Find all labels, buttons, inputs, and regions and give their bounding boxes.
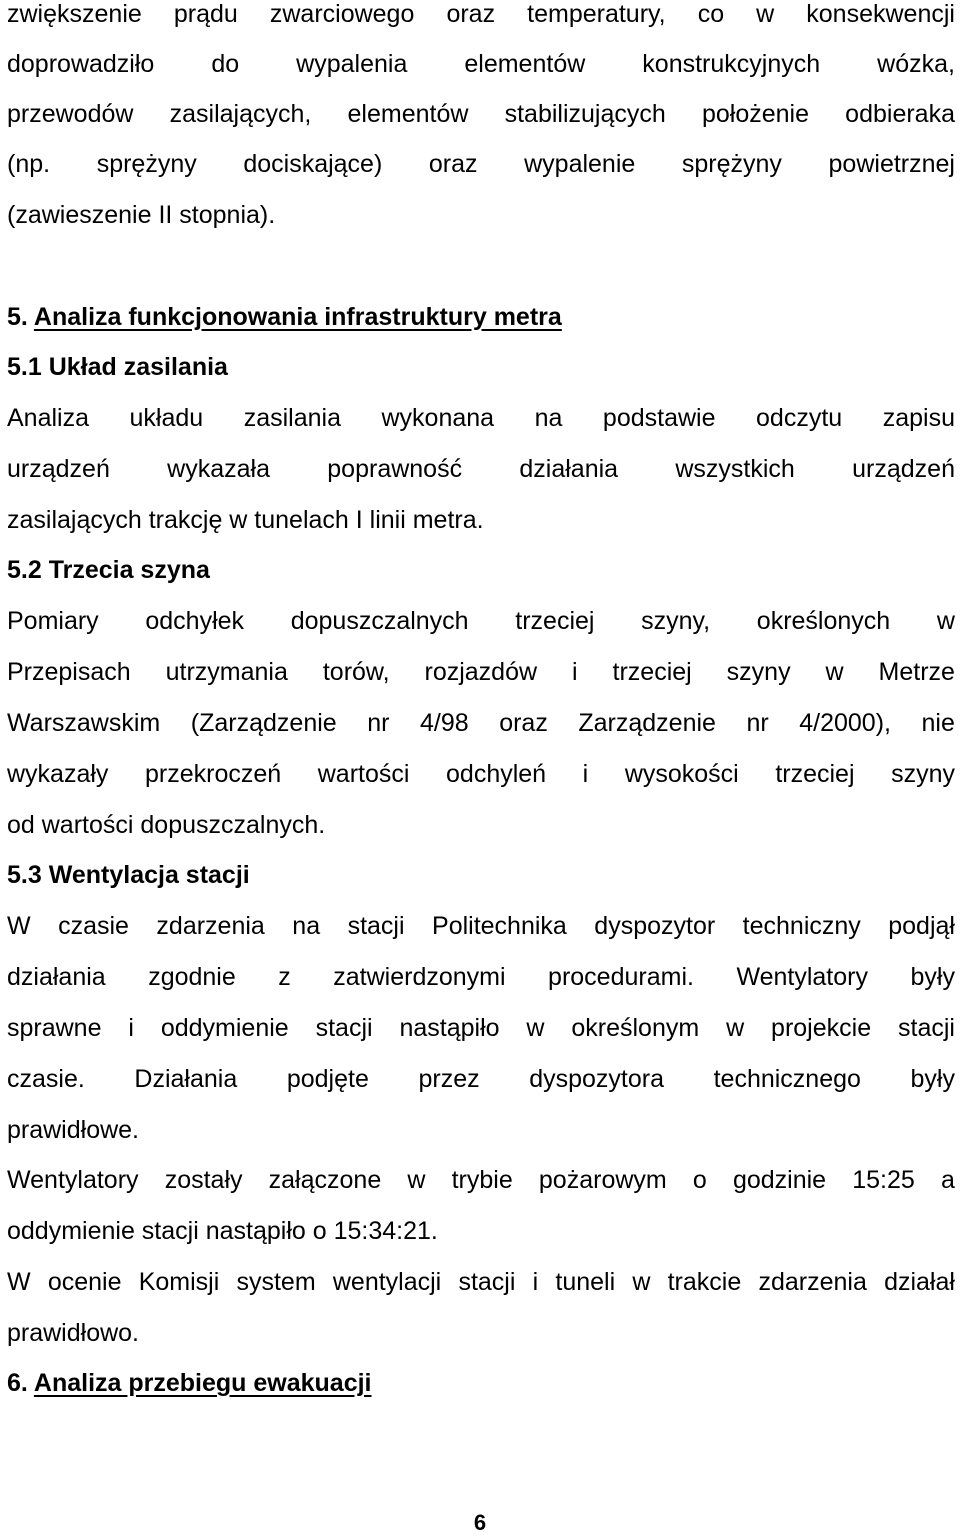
- section-number: 5.: [7, 303, 28, 331]
- word: tuneli: [555, 1268, 616, 1296]
- word: (np.: [7, 150, 51, 178]
- word: nr: [746, 709, 769, 737]
- word: (Zarządzenie: [190, 709, 337, 737]
- section-heading-5: [7, 302, 955, 332]
- section-title: Analiza funkcjonowania infrastruktury metra: [33, 303, 562, 331]
- word: trakcie: [667, 1268, 742, 1296]
- word: techniczny: [742, 912, 861, 940]
- word: szyny: [726, 658, 791, 686]
- word: o: [692, 1166, 707, 1194]
- word: i: [128, 1014, 134, 1042]
- word: stacji: [898, 1014, 955, 1042]
- word: w: [407, 1166, 426, 1194]
- word: 4/98: [419, 709, 469, 737]
- paragraph-line: [7, 454, 955, 484]
- word: wentylacji: [332, 1268, 442, 1296]
- word: stacji: [458, 1268, 516, 1296]
- word: technicznego: [713, 1065, 861, 1093]
- word: stacji: [347, 912, 405, 940]
- word: określonych: [756, 607, 891, 635]
- word: W: [7, 1268, 31, 1296]
- word: nie: [921, 709, 955, 737]
- word: i: [572, 658, 578, 686]
- word: co: [697, 0, 725, 28]
- word: zwarciowego: [269, 0, 415, 28]
- word: doprowadziło: [7, 50, 155, 78]
- word: w: [936, 607, 955, 635]
- paragraph-line: [7, 1267, 955, 1297]
- word: Pomiary: [7, 607, 99, 635]
- word: ocenie: [47, 1268, 122, 1296]
- paragraph-line: prawidłowo.: [7, 1319, 140, 1347]
- paragraph-line: [7, 708, 955, 738]
- paragraph-line: od wartości dopuszczalnych.: [7, 811, 326, 839]
- word: Komisji: [138, 1268, 220, 1296]
- word: Przepisach: [7, 658, 131, 686]
- word: przewodów: [7, 100, 134, 128]
- paragraph-line: [7, 49, 955, 79]
- paragraph-line: [7, 149, 955, 179]
- word: a: [940, 1166, 955, 1194]
- word: nr: [367, 709, 390, 737]
- word: 15:25: [852, 1166, 915, 1194]
- word: wykazała: [167, 455, 270, 483]
- section-title: Analiza przebiegu ewakuacji: [33, 1369, 372, 1397]
- subsection-heading-5-1: 5.1 Układ zasilania: [7, 353, 228, 381]
- paragraph-line: [7, 962, 955, 992]
- word: podjęte: [286, 1065, 369, 1093]
- word: sprężyny: [681, 150, 782, 178]
- word: podjął: [888, 912, 955, 940]
- word: procedurami.: [548, 963, 694, 991]
- word: w: [726, 1014, 745, 1042]
- paragraph-line: [7, 403, 955, 433]
- word: zasilania: [243, 404, 341, 432]
- word: sprawne: [7, 1014, 102, 1042]
- word: poprawność: [327, 455, 463, 483]
- subsection-heading-5-3: 5.3 Wentylacja stacji: [7, 861, 250, 889]
- word: pożarowym: [538, 1166, 667, 1194]
- section-heading-6: [7, 1368, 955, 1398]
- paragraph-line: [7, 0, 955, 29]
- subsection-heading-5-2: 5.2 Trzecia szyna: [7, 556, 210, 584]
- word: czasie.: [7, 1065, 85, 1093]
- word: były: [910, 963, 955, 991]
- word: rozjazdów: [424, 658, 538, 686]
- paragraph-line: (zawieszenie II stopnia).: [7, 201, 276, 229]
- word: na: [534, 404, 563, 432]
- word: zasilających,: [169, 100, 312, 128]
- word: temperatury,: [527, 0, 666, 28]
- word: zwiększenie: [7, 0, 142, 28]
- word: Działania: [134, 1065, 238, 1093]
- word: wszystkich: [675, 455, 795, 483]
- word: projekcie: [771, 1014, 872, 1042]
- paragraph-line: prawidłowe.: [7, 1116, 140, 1144]
- word: wykazały: [7, 760, 109, 788]
- paragraph-line: [7, 1064, 955, 1094]
- word: powietrznej: [828, 150, 955, 178]
- word: urządzeń: [7, 455, 110, 483]
- word: Metrze: [878, 658, 955, 686]
- word: podstawie: [602, 404, 716, 432]
- word: prądu: [173, 0, 238, 28]
- word: dyspozytora: [529, 1065, 664, 1093]
- word: zgodnie: [148, 963, 236, 991]
- word: wypalenia: [296, 50, 408, 78]
- word: w: [526, 1014, 545, 1042]
- word: określonym: [571, 1014, 700, 1042]
- paragraph-line: zasilających trakcję w tunelach I linii metra.: [7, 506, 484, 534]
- word: nastąpiło: [399, 1014, 500, 1042]
- word: oraz: [428, 150, 478, 178]
- paragraph-line: [7, 1013, 955, 1043]
- word: dopuszczalnych: [290, 607, 469, 635]
- word: elementów: [347, 100, 469, 128]
- word: W: [7, 912, 31, 940]
- word: trzeciej: [612, 658, 692, 686]
- word: wypalenie: [524, 150, 636, 178]
- word: system: [236, 1268, 316, 1296]
- word: zapisu: [882, 404, 955, 432]
- word: zatwierdzonymi: [333, 963, 506, 991]
- section-number: 6.: [7, 1369, 28, 1397]
- word: 4/2000),: [799, 709, 891, 737]
- paragraph-line: [7, 657, 955, 687]
- word: do: [211, 50, 240, 78]
- word: odchyleń: [446, 760, 547, 788]
- word: z: [278, 963, 291, 991]
- paragraph-line: [7, 606, 955, 636]
- word: oraz: [446, 0, 496, 28]
- word: i: [582, 760, 589, 788]
- word: wartości: [317, 760, 410, 788]
- word: wykonana: [381, 404, 495, 432]
- word: czasie: [58, 912, 129, 940]
- word: załączone: [268, 1166, 382, 1194]
- paragraph-line: [7, 759, 955, 789]
- word: dyspozytor: [594, 912, 716, 940]
- word: Wentylatory: [736, 963, 868, 991]
- word: Warszawskim: [7, 709, 161, 737]
- word: konstrukcyjnych: [642, 50, 821, 78]
- word: wysokości: [624, 760, 739, 788]
- word: odbieraka: [845, 100, 955, 128]
- word: przekroczeń: [145, 760, 282, 788]
- word: działania: [519, 455, 619, 483]
- word: trybie: [451, 1166, 513, 1194]
- word: zdarzenia: [156, 912, 265, 940]
- paragraph-line: oddymienie stacji nastąpiło o 15:34:21.: [7, 1217, 438, 1245]
- word: w: [825, 658, 844, 686]
- word: zdarzenia: [758, 1268, 867, 1296]
- word: odchyłek: [145, 607, 245, 635]
- word: oraz: [499, 709, 548, 737]
- word: Zarządzenie: [578, 709, 716, 737]
- word: stacji: [315, 1014, 373, 1042]
- word: utrzymania: [165, 658, 288, 686]
- word: konsekwencji: [806, 0, 955, 28]
- word: sprężyny: [96, 150, 197, 178]
- word: torów,: [322, 658, 390, 686]
- word: Analiza: [7, 404, 89, 432]
- word: trzeciej: [515, 607, 595, 635]
- word: położenie: [701, 100, 809, 128]
- word: na: [292, 912, 321, 940]
- word: w: [632, 1268, 651, 1296]
- paragraph-line: [7, 99, 955, 129]
- word: godzinie: [732, 1166, 827, 1194]
- word: trzeciej: [775, 760, 855, 788]
- word: urządzeń: [852, 455, 955, 483]
- paragraph-line: [7, 911, 955, 941]
- word: wózka,: [877, 50, 955, 78]
- word: odczytu: [756, 404, 843, 432]
- word: dociskające): [243, 150, 383, 178]
- word: stabilizujących: [504, 100, 666, 128]
- word: działania: [7, 963, 106, 991]
- word: oddymienie: [160, 1014, 289, 1042]
- word: układu: [129, 404, 204, 432]
- page-number: 6: [473, 1510, 487, 1535]
- word: były: [910, 1065, 955, 1093]
- word: i: [532, 1268, 539, 1296]
- word: w: [756, 0, 775, 28]
- word: Politechnika: [432, 912, 567, 940]
- word: szyny: [891, 760, 955, 788]
- word: Wentylatory: [7, 1166, 139, 1194]
- paragraph-line: [7, 1165, 955, 1195]
- word: elementów: [464, 50, 586, 78]
- word: przez: [418, 1065, 480, 1093]
- word: szyny,: [641, 607, 711, 635]
- word: działał: [884, 1268, 955, 1296]
- word: zostały: [164, 1166, 243, 1194]
